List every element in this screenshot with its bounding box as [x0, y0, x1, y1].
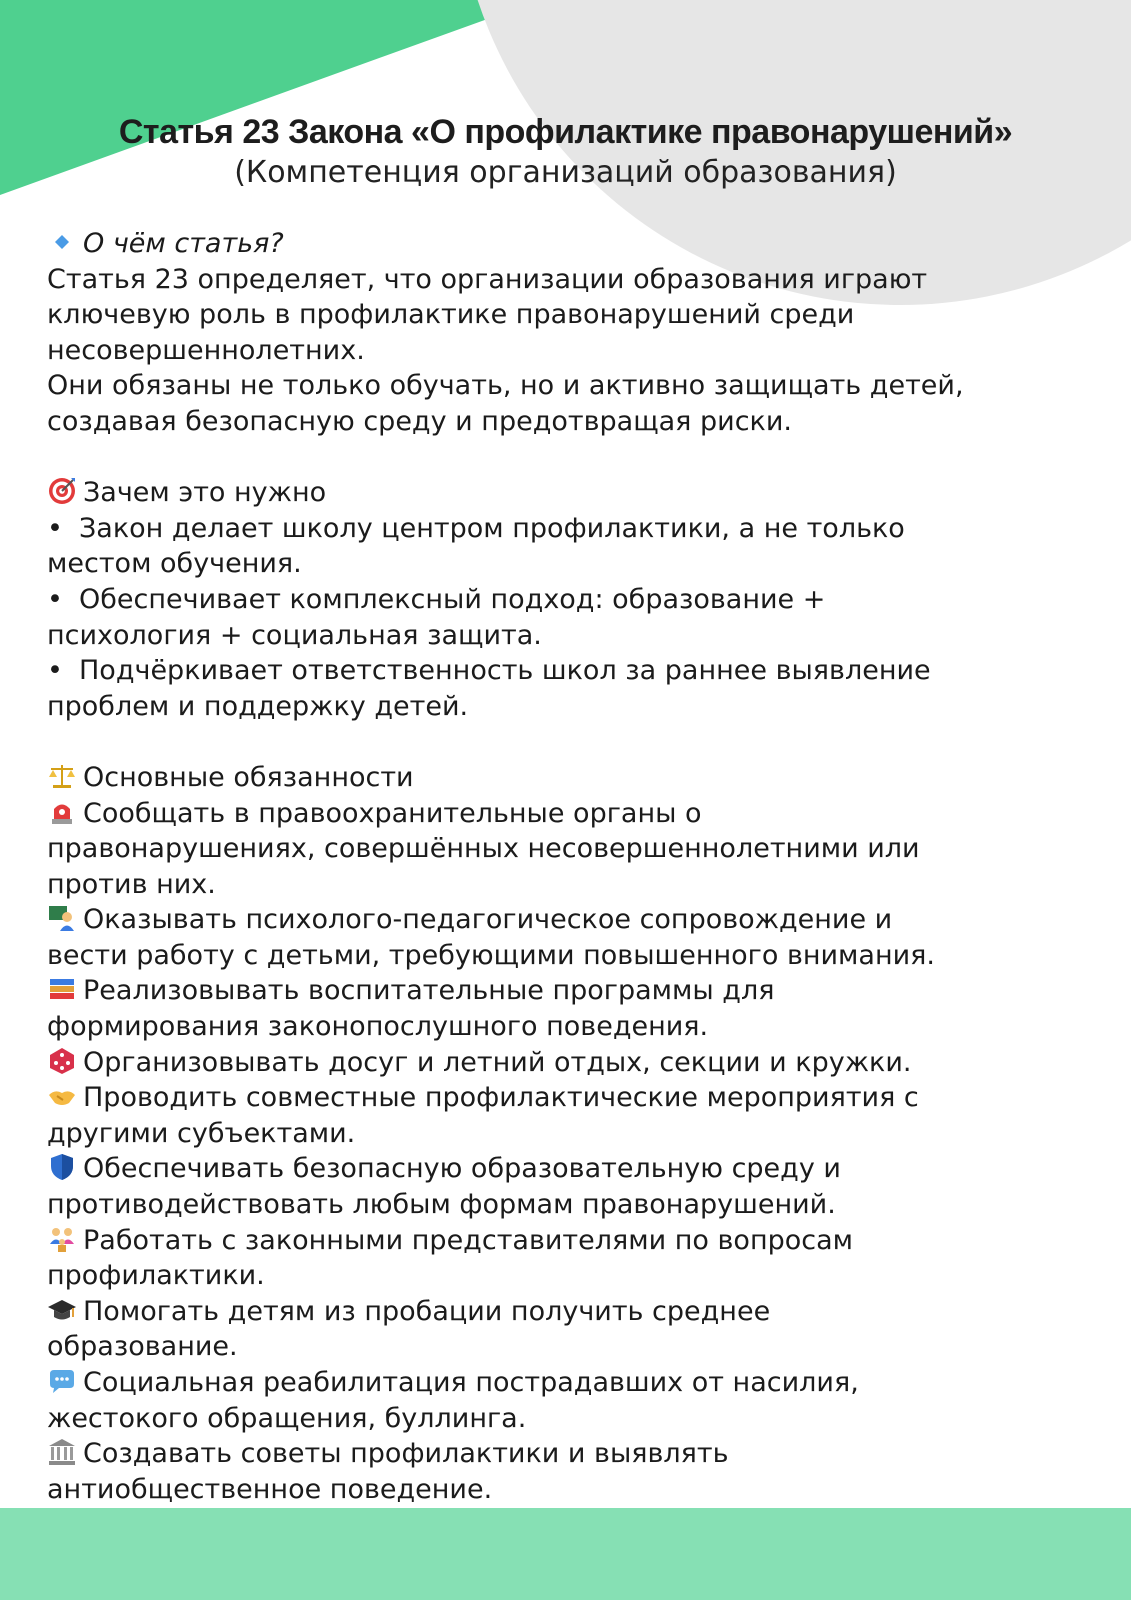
about-line: Статья 23 определяет, что организации образования играют [47, 263, 928, 295]
spacer [47, 440, 1107, 476]
classical-building-icon [47, 1437, 77, 1467]
duty-item: Создавать советы профилактики и выявлять [47, 1436, 1107, 1472]
bottom-band [0, 1508, 1131, 1600]
duty-line: профилактики. [47, 1260, 265, 1292]
speech-bubble-icon [47, 1366, 77, 1396]
duty-line: вести работу с детьми, требующими повышенного внимания. [47, 939, 935, 971]
books-icon [47, 974, 77, 1004]
why-bullet-text: Обеспечивает комплексный подход: образование + [79, 583, 826, 615]
dice-icon [47, 1046, 77, 1076]
duties-heading-line [47, 760, 1107, 796]
duty-item: Проводить совместные профилактические мероприятия с [47, 1080, 1107, 1116]
article-body [47, 226, 1107, 1507]
why-line: местом обучения. [47, 548, 302, 580]
about-line: ключевую роль в профилактике правонарушений среди [47, 299, 855, 331]
handshake-icon [47, 1081, 77, 1111]
why-bullet-line [47, 653, 1107, 689]
duty-item: Реализовывать воспитательные программы для [47, 973, 1107, 1009]
duty-item: Работать с законными представителями по вопросам [47, 1223, 1107, 1259]
about-heading: О чём статья? [83, 228, 284, 259]
duty-item: Обеспечивать безопасную образовательную среду и [47, 1151, 1107, 1187]
graduation-cap-icon [47, 1295, 77, 1325]
duty-item: Оказывать психолого-педагогическое сопровождение и [47, 902, 1107, 938]
why-line: проблем и поддержку детей. [47, 690, 469, 722]
spacer [47, 724, 1107, 760]
about-heading-line [47, 226, 1107, 262]
bullet: • [47, 655, 63, 687]
why-heading: Зачем это нужно [83, 477, 327, 509]
duty-line: антиобщественное поведение. [47, 1473, 493, 1505]
teacher-icon [47, 903, 77, 933]
duty-line: другими субъектами. [47, 1117, 356, 1149]
duty-line: жестокого обращения, буллинга. [47, 1402, 527, 1434]
duty-item: Помогать детям из пробации получить среднее [47, 1294, 1107, 1330]
why-bullet-text: Подчёркивает ответственность школ за раннее выявление [79, 655, 931, 687]
why-bullet-text: Закон делает школу центром профилактики, а не только [79, 512, 905, 544]
family-icon [47, 1224, 77, 1254]
why-bullet-line [47, 511, 1107, 547]
target-icon [47, 476, 77, 506]
duty-line: формирования законопослушного поведения. [47, 1011, 709, 1043]
duty-item: Сообщать в правоохранительные органы о [47, 796, 1107, 832]
page-subtitle: (Компетенция организаций образования) [234, 155, 897, 190]
about-line: несовершеннолетних. [47, 334, 365, 366]
bullet: • [47, 512, 63, 544]
duty-item: Социальная реабилитация пострадавших от насилия, [47, 1365, 1107, 1401]
why-bullet-line [47, 582, 1107, 618]
why-heading-line [47, 475, 1107, 511]
duty-line: образование. [47, 1331, 238, 1363]
page-title: Статья 23 Закона «О профилактике правонарушений» [118, 113, 1013, 151]
police-light-icon [47, 797, 77, 827]
about-line: создавая безопасную среду и предотвращая риски. [47, 405, 792, 437]
balance-scale-icon [47, 761, 77, 791]
duty-item: Организовывать досуг и летний отдых, секции и кружки. [47, 1045, 1107, 1081]
blue-diamond-icon [47, 227, 77, 257]
duties-heading: Основные обязанности [83, 761, 414, 793]
duty-line: правонарушениях, совершённых несовершеннолетними или [47, 833, 920, 865]
why-line: психология + социальная защита. [47, 619, 542, 651]
duty-line: против них. [47, 868, 216, 900]
duty-line: противодействовать любым формам правонарушений. [47, 1189, 836, 1221]
about-line: Они обязаны не только обучать, но и активно защищать детей, [47, 370, 964, 402]
bullet: • [47, 583, 63, 615]
shield-icon [47, 1152, 77, 1182]
